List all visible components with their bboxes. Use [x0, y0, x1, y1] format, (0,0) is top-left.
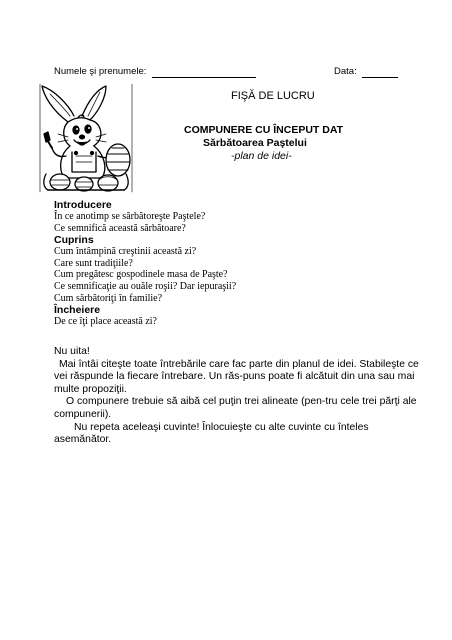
- notes-title: Nu uita!: [54, 346, 90, 357]
- section-title: Încheiere: [54, 304, 101, 317]
- name-label: Numele şi prenumele:: [54, 66, 147, 77]
- composition-subtitle: -plan de idei-: [231, 150, 292, 162]
- section-cuprins: [54, 234, 414, 304]
- worksheet-title: FIŞĂ DE LUCRU: [231, 90, 315, 102]
- date-label: Data:: [334, 66, 357, 77]
- section-introducere: [54, 199, 414, 234]
- name-field-row: [54, 66, 256, 78]
- section-title: Introducere: [54, 199, 112, 211]
- notes-block: [54, 346, 426, 447]
- question: Cum întâmpină creştinii această zi?: [54, 246, 197, 258]
- question: Cum sărbătoriţi în familie?: [54, 292, 163, 304]
- question: Ce semnifică această sărbătoare?: [54, 222, 186, 234]
- composition-heading: COMPUNERE CU ÎNCEPUT DAT: [184, 124, 344, 136]
- question: De ce îţi place această zi?: [54, 316, 157, 328]
- question: Care sunt tradiţiile?: [54, 257, 133, 269]
- name-blank-line[interactable]: [152, 66, 256, 78]
- notes-paragraph: O compunere trebuie să aibă cel puţin trei alineate (pen-tru cele trei părţi ale compunerii).: [54, 396, 417, 420]
- question: În ce anotimp se sărbătoreşte Paştele?: [54, 211, 206, 222]
- section-title: Cuprins: [54, 234, 94, 247]
- question: Cum pregătesc gospodinele masa de Paşte?: [54, 269, 228, 281]
- easter-bunny-illustration: [38, 82, 134, 194]
- notes-paragraph: Nu repeta aceleaşi cuvinte! Înlocuieşte cu alte cuvinte cu înteles asemănător.: [54, 421, 369, 446]
- section-incheiere: [54, 304, 414, 328]
- date-blank-line[interactable]: [362, 66, 398, 78]
- question: Ce semnificaţie au ouăle roşii? Dar iepuraşii?: [54, 280, 237, 292]
- date-field-row: [334, 66, 398, 78]
- plan-sections: [54, 199, 414, 328]
- notes-paragraph: Mai întâi citeşte toate întrebările care fac parte din planul de idei. Stabileşte ce vei răspunde la fiecare întrebare. Un răs-puns poate fi alcătuit din una sau mai multe propoziţii.: [54, 358, 419, 395]
- composition-subject: Sărbătoarea Paştelui: [203, 137, 307, 149]
